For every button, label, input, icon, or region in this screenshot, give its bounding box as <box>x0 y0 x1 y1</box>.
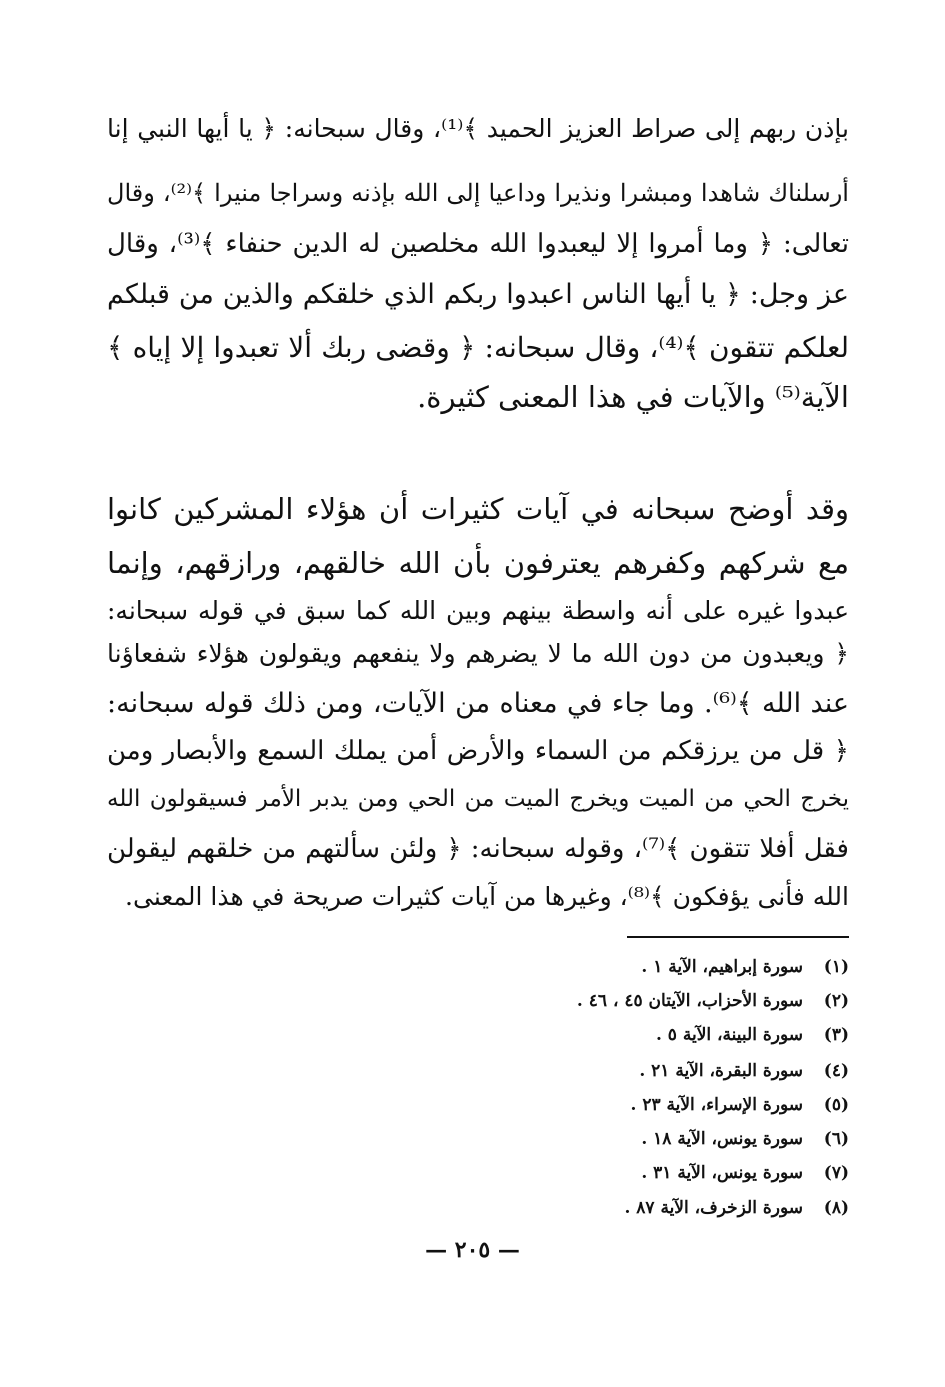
paragraph-1-line-1: بإذن ربهم إلى صراط العزيز الحميد ﴾⁽¹⁾، وقال سبحانه: ﴿ يا أيها النبي إنا <box>107 114 849 143</box>
paragraph-2-line-6: ﴿ قل من يرزقكم من السماء والأرض أمن يملك السمع والأبصار ومن <box>107 736 849 766</box>
footnote-number: (١) <box>823 957 849 977</box>
paragraph-2-line-3: عبدوا غيره على أنه واسطة بينهم وبين الله كما سبق في قوله سبحانه: <box>107 596 849 625</box>
paragraph-1-line-4: عز وجل: ﴿ يا أيها الناس اعبدوا ربكم الذي خلقكم والذين من قبلكم <box>107 279 849 310</box>
footnote-number: (٢) <box>823 991 849 1011</box>
paragraph-2-line-5: عند الله ﴾⁽⁶⁾. وما جاء في معناه من الآيات، ومن ذلك قوله سبحانه: <box>107 688 849 719</box>
paragraph-2-line-4: ﴿ ويعبدون من دون الله ما لا يضرهم ولا ينفعهم ويقولون هؤلاء شفعاؤنا <box>107 639 849 668</box>
footnote-number: (٧) <box>823 1163 849 1183</box>
footnote-text: سورة الإسراء، الآية ٢٣ . <box>630 1095 803 1115</box>
footnote-text: سورة يونس، الآية ٣١ . <box>641 1163 803 1183</box>
footnote-1 <box>107 952 849 982</box>
paragraph-2-line-2: مع شركهم وكفرهم يعترفون بأن الله خالقهم، ورازقهم، وإنما <box>107 546 849 580</box>
paragraph-1-line-2: أرسلناك شاهدا ومبشرا ونذيرا وداعيا إلى الله بإذنه وسراجا منيرا ﴾⁽²⁾، وقال <box>107 179 849 207</box>
page-number: — ٢٠٥ — <box>425 1237 520 1263</box>
footnote-4 <box>107 1056 849 1086</box>
footnote-number: (٨) <box>823 1198 849 1218</box>
footnote-text: سورة البقرة، الآية ٢١ . <box>639 1061 803 1081</box>
paragraph-1-line-6: الآية⁽⁵⁾ والآيات في هذا المعنى كثيرة. <box>417 380 849 414</box>
footnote-text: سورة يونس، الآية ١٨ . <box>641 1129 803 1149</box>
footnote-number: (٦) <box>823 1129 849 1149</box>
paragraph-2-line-8: فقل أفلا تتقون ﴾⁽⁷⁾، وقوله سبحانه: ﴿ ولئن سألتهم من خلقهم ليقولن <box>107 834 849 864</box>
footnote-text: سورة الزخرف، الآية ٨٧ . <box>624 1198 803 1218</box>
footnote-separator <box>627 936 849 938</box>
footnote-text: سورة البينة، الآية ٥ . <box>655 1025 803 1045</box>
footnote-5 <box>107 1090 849 1120</box>
footnote-2 <box>107 986 849 1016</box>
paragraph-2-line-9: الله فأنى يؤفكون ﴾⁽⁸⁾، وغيرها من آيات كثيرات صريحة في هذا المعنى. <box>125 882 849 911</box>
paragraph-2-line-1: وقد أوضح سبحانه في آيات كثيرات أن هؤلاء المشركين كانوا <box>107 492 849 526</box>
footnote-7 <box>107 1158 849 1188</box>
footnote-8 <box>107 1193 849 1223</box>
footnote-3 <box>107 1020 849 1050</box>
footnote-number: (٤) <box>823 1061 849 1081</box>
footnote-6 <box>107 1124 849 1154</box>
paragraph-1-line-5: لعلكم تتقون ﴾⁽⁴⁾، وقال سبحانه: ﴿ وقضى ربك ألا تعبدوا إلا إياه ﴾ <box>107 331 849 364</box>
paragraph-1-line-3: تعالى: ﴿ وما أمروا إلا ليعبدوا الله مخلصين له الدين حنفاء ﴾⁽³⁾، وقال <box>107 229 849 259</box>
paragraph-2-line-7: يخرج الحي من الميت ويخرج الميت من الحي ومن يدبر الأمر فسيقولون الله <box>107 786 849 812</box>
footnote-number: (٣) <box>823 1025 849 1045</box>
footnote-text: سورة إبراهيم، الآية ١ . <box>641 957 803 977</box>
footnote-text: سورة الأحزاب، الآيتان ٤٥ ، ٤٦ . <box>576 991 803 1011</box>
footnote-number: (٥) <box>823 1095 849 1115</box>
